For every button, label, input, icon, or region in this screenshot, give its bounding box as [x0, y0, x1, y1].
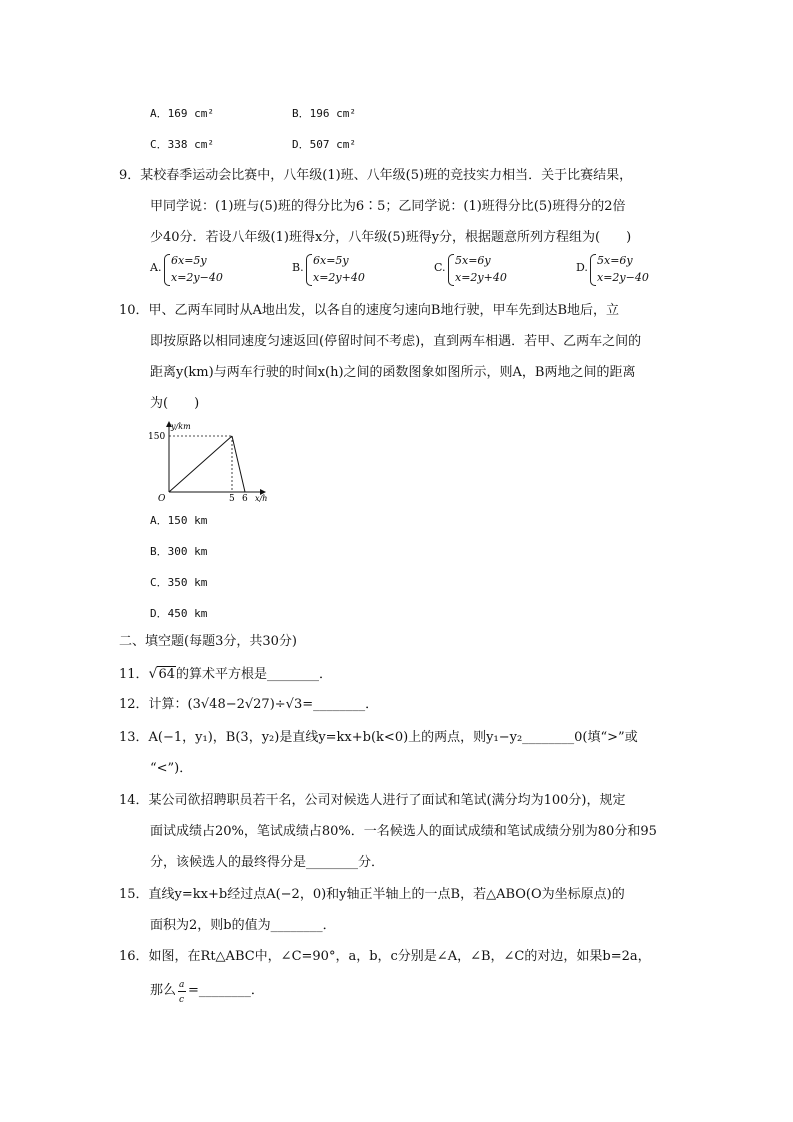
q9-line-2: 甲同学说：(1)班与(5)班的得分比为6∶5；乙同学说：(1)班得分比(5)班得分的2倍: [150, 199, 626, 214]
q14-line-2: 面试成绩占20%，笔试成绩占80%．一名候选人的面试成绩和笔试成绩分别为80分和95: [150, 824, 657, 839]
q12: 12．计算：(3√48−2√27)÷√3=________．: [119, 697, 379, 712]
q10-line-2: 即按原路以相同速度匀速返回(停留时间不考虑)，直到两车相遇．若甲、乙两车之间的: [150, 334, 642, 349]
q8-option-d: D．507 cm²: [292, 138, 356, 151]
q9-option-c-eq1: 5x=6y: [455, 254, 491, 267]
sqrt-icon: √: [148, 666, 158, 682]
graph-x-tick-6: 6: [242, 494, 248, 503]
graph-ylabel: y/km: [171, 422, 191, 431]
q9-option-b-label: B.: [292, 261, 304, 274]
q13-line-1: 13．A(−1，y₁)，B(3，y₂)是直线y=kx+b(k<0)上的两点，则y₁−y₂________0(填“>”或: [119, 730, 638, 745]
q15-line-1: 15．直线y=kx+b经过点A(−2，0)和y轴正半轴上的一点B，若△ABO(O为坐标原点)的: [119, 887, 625, 902]
q16-rest: =________．: [188, 983, 264, 998]
q10-line-4: 为( ): [150, 396, 200, 411]
q11-radicand: 64: [158, 667, 176, 682]
q14-line-1: 14．某公司欲招聘职员若干名，公司对候选人进行了面试和笔试(满分均为100分)，规定: [119, 793, 626, 808]
q9-option-a-label: A.: [150, 261, 162, 274]
q9-line-3: 少40分．若设八年级(1)班得x分，八年级(5)班得y分，根据题意所列方程组为( ): [150, 230, 632, 245]
q10-option-d: D．450 km: [150, 607, 208, 620]
q10-line-1: 10．甲、乙两车同时从A地出发，以各自的速度匀速向B地行驶，甲车先到达B地后，立: [119, 303, 620, 318]
q10-option-a: A．150 km: [150, 514, 208, 527]
q10-graph: [145, 418, 280, 503]
q9-option-b-eq1: 6x=5y: [313, 254, 349, 267]
q10-line-3: 距离y(km)与两车行驶的时间x(h)之间的函数图象如图所示，则A，B两地之间的距离: [150, 365, 636, 380]
q14-line-3: 分，该候选人的最终得分是________分．: [150, 855, 385, 870]
q8-option-a: A．169 cm²: [150, 107, 214, 120]
q11: [119, 666, 332, 683]
q9-option-d-label: D.: [576, 261, 588, 274]
q16-line-1: 16．如图，在Rt△ABC中，∠C=90°，a，b，c分别是∠A，∠B，∠C的对边，如果b=2a，: [119, 949, 651, 964]
q9-option-d-eq2: x=2y−40: [597, 271, 649, 284]
section-2-heading: 二、填空题(每题3分，共30分): [119, 634, 297, 649]
q9-option-a-eq1: 6x=5y: [171, 254, 207, 267]
q16-fraction: [176, 980, 188, 1005]
q16-denominator: c: [179, 995, 185, 1005]
q9-option-a-eq2: x=2y−40: [171, 271, 223, 284]
q16-prefix: 那么: [150, 983, 177, 998]
q9-line-1: 9．某校春季运动会比赛中，八年级(1)班、八年级(5)班的竞技实力相当．关于比赛结果，: [119, 168, 633, 183]
graph-rising-segment: [169, 436, 232, 492]
q9-option-d-eq1: 5x=6y: [597, 254, 633, 267]
q11-rest: 的算术平方根是________．: [176, 667, 333, 682]
q8-option-c: C．338 cm²: [150, 138, 214, 151]
q9-option-b-eq2: x=2y+40: [313, 271, 365, 284]
graph-xlabel: x/h: [255, 494, 268, 503]
q9-option-c-label: C.: [434, 261, 446, 274]
q15-line-2: 面积为2，则b的值为________．: [150, 918, 336, 933]
q10-option-b: B．300 km: [150, 545, 208, 558]
q16-line-2: [150, 980, 264, 1005]
q16-numerator: a: [179, 980, 185, 990]
graph-origin: O: [158, 494, 166, 503]
q9-option-c-eq2: x=2y+40: [455, 271, 507, 284]
q8-option-b: B．196 cm²: [292, 107, 356, 120]
graph-falling-segment: [232, 436, 245, 492]
graph-y-tick-150: 150: [148, 432, 166, 442]
q13-line-2: “<”)．: [150, 761, 193, 776]
q11-number: 11．: [119, 667, 149, 682]
q11-sqrt: [149, 666, 176, 683]
q10-option-c: C．350 km: [150, 576, 208, 589]
graph-x-tick-5: 5: [229, 494, 235, 503]
